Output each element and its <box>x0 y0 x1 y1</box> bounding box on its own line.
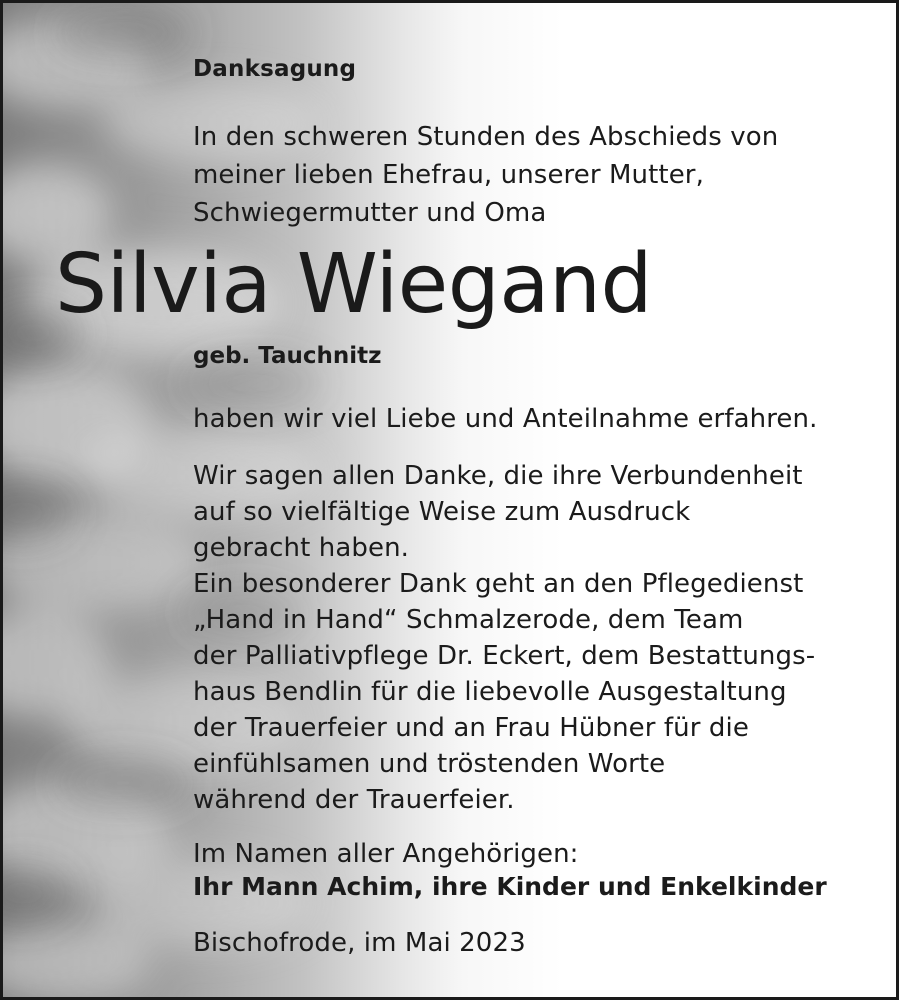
thanks-line: „Hand in Hand“ Schmalzerode, dem Team <box>193 605 744 635</box>
thanks-line: der Palliativpflege Dr. Eckert, dem Bestattungs- <box>193 641 816 671</box>
heading-danksagung: Danksagung <box>193 56 357 82</box>
on-behalf-line: Im Namen aller Angehörigen: <box>193 839 579 869</box>
intro-paragraph <box>193 118 778 232</box>
thanks-line: Wir sagen allen Danke, die ihre Verbundenheit <box>193 461 803 491</box>
thanks-line: einfühlsamen und tröstenden Worte <box>193 749 666 779</box>
thanks-paragraph <box>193 458 815 818</box>
intro-line: meiner lieben Ehefrau, unserer Mutter, <box>193 160 704 190</box>
thanks-line: gebracht haben. <box>193 533 410 563</box>
signature-line: Ihr Mann Achim, ihre Kinder und Enkelkinder <box>193 872 827 901</box>
thanks-line: Ein besonderer Dank geht an den Pflegedienst <box>193 569 804 599</box>
thanks-line: während der Trauerfeier. <box>193 785 515 815</box>
thanks-line: auf so vielfältige Weise zum Ausdruck <box>193 497 691 527</box>
birth-name: geb. Tauchnitz <box>193 343 382 369</box>
experience-line: haben wir viel Liebe und Anteilnahme erfahren. <box>193 404 818 434</box>
deceased-name: Silvia Wiegand <box>55 237 653 332</box>
intro-line: In den schweren Stunden des Abschieds von <box>193 122 779 152</box>
thanks-line: der Trauerfeier und an Frau Hübner für die <box>193 713 749 743</box>
intro-line: Schwiegermutter und Oma <box>193 198 547 228</box>
place-date-line: Bischofrode, im Mai 2023 <box>193 928 526 958</box>
thanks-line: haus Bendlin für die liebevolle Ausgestaltung <box>193 677 787 707</box>
